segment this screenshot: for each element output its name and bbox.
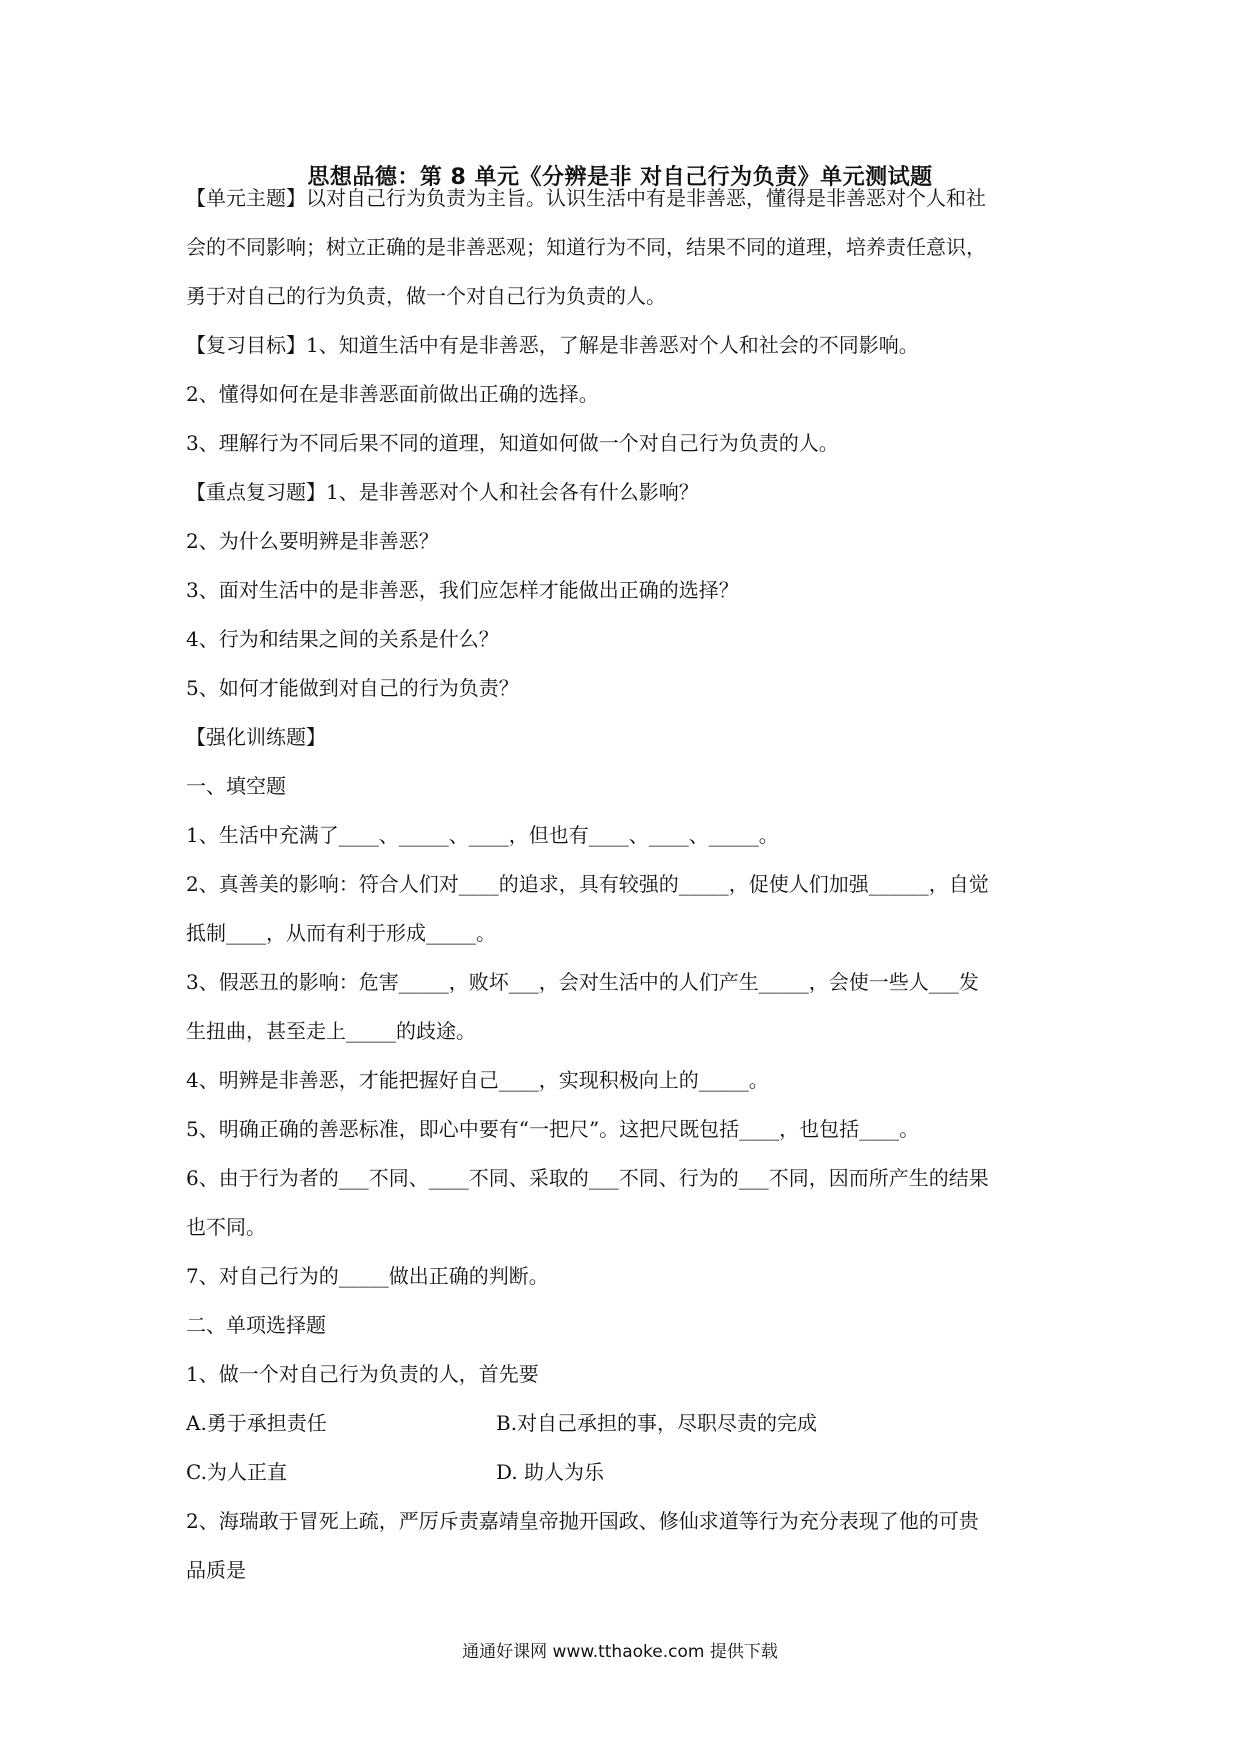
fill-blank-line: 生扭曲，甚至走上_____的歧途。: [186, 1019, 476, 1043]
review-goal: 【复习目标】1、知道生活中有是非善恶，了解是非善恶对个人和社会的不同影响。: [186, 333, 919, 357]
key-question: 【重点复习题】1、是非善恶对个人和社会各有什么影响？: [186, 480, 699, 504]
option-a: A.勇于承担责任: [186, 1411, 327, 1435]
fill-blank-line: 2、真善美的影响：符合人们对____的追求，具有较强的_____，促使人们加强______，自觉: [186, 872, 989, 896]
option-c: C.为人正直: [186, 1460, 287, 1484]
key-question: 5、如何才能做到对自己的行为负责？: [186, 676, 519, 700]
key-question: 2、为什么要明辨是非善恶？: [186, 529, 439, 553]
option-d: D. 助人为乐: [496, 1460, 605, 1484]
section-header: 二、单项选择题: [186, 1313, 326, 1337]
question-stem: 2、海瑞敢于冒死上疏，严厉斥责嘉靖皇帝抛开国政、修仙求道等行为充分表现了他的可贵: [186, 1509, 979, 1533]
fill-blank-line: 抵制____，从而有利于形成_____。: [186, 921, 496, 945]
theme-line: 会的不同影响；树立正确的是非善恶观；知道行为不同，结果不同的道理，培养责任意识，: [186, 235, 986, 259]
fill-blank-line: 4、明辨是非善恶，才能把握好自己____，实现积极向上的_____。: [186, 1068, 769, 1092]
review-goal: 2、懂得如何在是非善恶面前做出正确的选择。: [186, 382, 599, 406]
review-goal: 3、理解行为不同后果不同的道理，知道如何做一个对自己行为负责的人。: [186, 431, 839, 455]
fill-blank-line: 7、对自己行为的_____做出正确的判断。: [186, 1264, 549, 1288]
fill-blank-line: 3、假恶丑的影响：危害_____，败坏___，会对生活中的人们产生_____，会使一些人___发: [186, 970, 979, 994]
fill-blank-line: 1、生活中充满了____、_____、____，但也有____、____、_____。: [186, 823, 779, 847]
key-question: 3、面对生活中的是非善恶，我们应怎样才能做出正确的选择？: [186, 578, 739, 602]
fill-blank-line: 6、由于行为者的___不同、____不同、采取的___不同、行为的___不同，因而所产生的结果: [186, 1166, 989, 1190]
training-header: 【强化训练题】: [186, 725, 326, 749]
option-b: B.对自己承担的事，尽职尽责的完成: [496, 1411, 818, 1435]
section-header: 一、填空题: [186, 774, 286, 798]
theme-line: 勇于对自己的行为负责，做一个对自己行为负责的人。: [186, 284, 666, 308]
question-stem: 品质是: [186, 1558, 246, 1582]
page-title: 思想品德：第 8 单元《分辨是非 对自己行为负责》单元测试题: [307, 165, 933, 190]
fill-blank-line: 也不同。: [186, 1215, 266, 1239]
footer-credit: 通通好课网 www.tthaoke.com 提供下载: [462, 1642, 778, 1662]
fill-blank-line: 5、明确正确的善恶标准，即心中要有“一把尺”。这把尺既包括____，也包括____。: [186, 1117, 920, 1141]
key-question: 4、行为和结果之间的关系是什么？: [186, 627, 499, 651]
question-stem: 1、做一个对自己行为负责的人，首先要: [186, 1362, 539, 1386]
theme-line: 【单元主题】以对自己行为负责为主旨。认识生活中有是非善恶，懂得是非善恶对个人和社: [186, 186, 986, 210]
